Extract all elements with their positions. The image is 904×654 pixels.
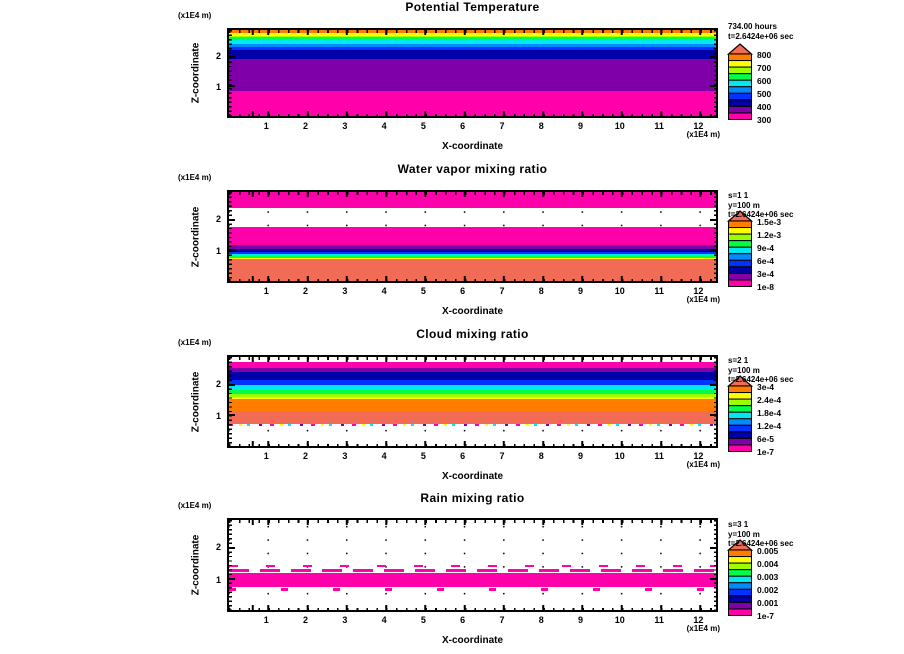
colorbar-step-chartreuse [729,563,752,570]
z-major-tick-left [229,85,235,87]
colorbar-step-navy [729,432,752,439]
x-tick-label: 3 [342,286,348,296]
y-axis-unit-label: (x1E4 m) [178,338,212,347]
colorbar-step-yellow [729,393,752,400]
colorbar-step-navy [729,267,752,274]
x-major-ticks-top [229,192,716,197]
colorbar-step-orange [729,54,752,61]
x-tick-label: 6 [460,451,466,461]
colorbar-step-magenta [729,609,752,616]
colorbar-label: 1.5e-3 [757,216,782,227]
y-tick-label: 1 [215,410,221,421]
colorbar-step-chartreuse [729,399,752,406]
colorbar-step-orange [729,386,752,393]
colorbar-step-purple [729,273,752,280]
colorbar-step-green [729,570,752,577]
y-tick-label: 1 [215,81,221,92]
colorbar-step-lightblue [729,583,752,590]
x-tick-label: 5 [420,121,426,131]
band-navy [229,50,716,59]
colorbar-label: 0.001 [757,597,779,608]
x-tick-label: 6 [460,121,466,131]
x-tick-label: 1 [263,286,269,296]
z-major-tick-right [710,85,716,87]
x-tick-label: 8 [538,286,544,296]
x-tick-label: 8 [538,451,544,461]
x-axis-label: X-coordinate [441,141,504,152]
x-axis-label: X-coordinate [441,471,504,482]
z-minor-ticks-left [229,192,232,281]
x-tick-label: 6 [460,286,466,296]
panel-water-vapor-mixing-ratio [0,162,904,325]
x-tick-label: 11 [654,121,664,131]
colorbar [727,539,753,618]
colorbar-step-yellow [729,61,752,68]
plot-area [227,190,718,283]
z-minor-ticks-right [714,30,717,116]
x-tick-label: 12 [693,121,704,131]
x-tick-label: 4 [381,286,387,296]
colorbar-step-lightblue [729,419,752,426]
panel-cloud-mixing-ratio [0,327,904,490]
colorbar-step-cyan [729,80,752,87]
z-major-tick-left [229,219,235,221]
x-tick-label: 10 [614,615,625,625]
z-minor-ticks-left [229,30,232,116]
colorbar-step-chartreuse [729,234,752,241]
x-tick-label: 5 [420,615,426,625]
colorbar-label: 3e-4 [757,381,775,392]
x-major-ticks-top [229,30,716,35]
colorbar-label: 1e-7 [757,447,775,457]
x-tick-label: 2 [303,451,309,461]
colorbar-step-lightblue [729,254,752,261]
x-tick-label: 8 [538,121,544,131]
colorbar [727,375,753,454]
legend-line: t=2.6424e+06 sec [728,375,794,384]
x-tick-label: 4 [381,451,387,461]
x-tick-label: 11 [654,286,664,296]
x-tick-label: 9 [578,121,584,131]
x-tick-label: 7 [499,121,505,131]
x-tick-label: 10 [614,121,625,131]
legend-line: s=3 1 [728,520,749,529]
colorbar-step-purple [729,602,752,609]
z-major-tick-left [229,249,235,251]
y-axis-label: Z-coordinate [190,42,202,104]
band-navy [229,372,716,379]
z-minor-ticks-right [714,520,717,610]
z-minor-ticks-left [229,520,232,610]
panel-potential-temperature [0,0,904,163]
panel-rain-mixing-ratio [0,491,904,654]
band-magenta-dash-sparser [229,588,716,591]
colorbar-step-green [729,74,752,81]
colorbar-label: 500 [757,88,772,99]
x-axis-unit-label: (x1E4 m) [686,460,720,469]
x-axis-label: X-coordinate [441,306,504,317]
x-tick-label: 4 [381,121,387,131]
z-major-tick-left [229,384,235,386]
colorbar-label: 0.003 [757,571,779,582]
colorbar-label: 2.4e-4 [757,394,782,405]
x-axis-unit-label: (x1E4 m) [686,624,720,633]
colorbar-label: 1e-8 [757,282,775,292]
x-tick-label: 6 [460,615,466,625]
x-major-ticks-bottom [229,605,716,610]
colorbar-step-orange [729,221,752,228]
legend-line: s=1 1 [728,191,749,200]
legend-line: t=2.6424e+06 sec [728,31,794,41]
colorbar-step-chartreuse [729,67,752,74]
colorbar-label: 1.2e-4 [757,420,782,431]
colorbar-label: 9e-4 [757,242,775,253]
band-magenta-dash-sparse [229,565,716,567]
x-axis-unit-label: (x1E4 m) [686,295,720,304]
x-major-ticks-bottom [229,441,716,446]
colorbar-step-magenta [729,445,752,452]
plot-area [227,518,718,612]
x-tick-label: 8 [538,615,544,625]
z-major-tick-right [710,578,716,580]
y-axis-label: Z-coordinate [190,206,202,267]
z-minor-ticks-right [714,192,717,281]
z-major-tick-right [710,219,716,221]
colorbar-step-blue [729,93,752,100]
colorbar-step-blue [729,260,752,267]
band-magenta-dash-medium [229,569,716,571]
y-tick-label: 2 [215,542,221,553]
colorbar-label: 6e-5 [757,433,775,444]
legend-line: y=100 m [728,200,760,210]
legend-line: y=100 m [728,529,760,539]
y-tick-label: 2 [215,213,221,224]
x-tick-label: 1 [263,451,269,461]
colorbar-step-magenta [729,280,752,287]
x-axis-label: X-coordinate [441,635,504,646]
z-major-tick-right [710,249,716,251]
x-tick-label: 12 [693,286,704,296]
y-tick-label: 1 [215,245,221,256]
z-major-tick-left [229,547,235,549]
colorbar-label: 800 [757,49,772,60]
z-major-tick-right [710,547,716,549]
colorbar-label: 0.005 [757,545,779,556]
colorbar-step-lightblue [729,87,752,94]
x-tick-label: 7 [499,451,505,461]
y-axis-unit-label: (x1E4 m) [178,11,212,20]
x-tick-label: 7 [499,286,505,296]
colorbar-overflow-arrow [729,44,752,54]
x-tick-label: 9 [578,286,584,296]
x-tick-label: 2 [303,286,309,296]
band-salmon [229,411,716,425]
x-tick-label: 3 [342,451,348,461]
colorbar-label: 0.004 [757,558,779,569]
colorbar-label: 700 [757,62,772,73]
band-purple [229,59,716,91]
y-axis-label: Z-coordinate [190,534,202,596]
colorbar-step-orange [729,550,752,557]
colorbar-step-yellow [729,228,752,235]
x-tick-label: 9 [578,615,584,625]
colorbar-step-green [729,406,752,413]
x-major-ticks-top [229,520,716,525]
z-major-tick-left [229,414,235,416]
x-tick-label: 3 [342,121,348,131]
x-tick-label: 5 [420,451,426,461]
z-minor-ticks-right [714,357,717,446]
y-tick-label: 2 [215,378,221,389]
colorbar-step-magenta [729,113,752,120]
x-tick-label: 12 [693,451,704,461]
z-minor-ticks-left [229,357,232,446]
colorbar-step-blue [729,589,752,596]
x-major-ticks-bottom [229,111,716,116]
panel-title: Rain mixing ratio [420,491,525,505]
z-major-tick-left [229,56,235,58]
band-magenta-speckle [229,424,716,426]
x-tick-label: 3 [342,615,348,625]
band-magenta [229,573,716,587]
colorbar-step-blue [729,425,752,432]
x-tick-label: 2 [303,121,309,131]
x-tick-label: 9 [578,451,584,461]
legend-line: t=2.6424e+06 sec [728,210,794,219]
panel-title: Potential Temperature [405,0,540,14]
x-tick-label: 12 [693,615,704,625]
colorbar-label: 300 [757,115,772,125]
colorbar-label: 6e-4 [757,255,775,266]
x-tick-label: 1 [263,615,269,625]
y-axis-label: Z-coordinate [190,371,202,432]
legend-line: 734.00 hours [728,22,777,31]
colorbar [727,43,753,122]
x-tick-label: 4 [381,615,387,625]
x-tick-label: 11 [654,451,664,461]
z-major-tick-right [710,414,716,416]
legend-line: s=2 1 [728,356,749,365]
colorbar-label: 1e-7 [757,611,775,621]
x-tick-label: 10 [614,286,625,296]
legend-line: y=100 m [728,365,760,375]
plot-area [227,28,718,118]
x-tick-label: 1 [263,121,269,131]
plot-area [227,355,718,448]
colorbar-step-navy [729,596,752,603]
colorbar [727,210,753,289]
colorbar-label: 3e-4 [757,268,775,279]
colorbar-label: 600 [757,75,772,86]
colorbar-label: 1.2e-3 [757,229,782,240]
y-tick-label: 1 [215,574,221,585]
z-major-tick-left [229,578,235,580]
colorbar-label: 0.002 [757,584,779,595]
y-tick-label: 2 [215,50,221,61]
colorbar-step-purple [729,106,752,113]
colorbar-step-green [729,241,752,248]
band-magenta [229,227,716,245]
x-tick-label: 2 [303,615,309,625]
z-major-tick-right [710,56,716,58]
x-tick-label: 11 [654,615,664,625]
colorbar-step-cyan [729,247,752,254]
y-axis-unit-label: (x1E4 m) [178,501,212,510]
colorbar-label: 400 [757,101,772,112]
legend-line: t=2.6424e+06 sec [728,539,794,548]
colorbar-step-cyan [729,412,752,419]
colorbar-step-purple [729,438,752,445]
colorbar-step-cyan [729,576,752,583]
colorbar-step-navy [729,100,752,107]
panel-title: Cloud mixing ratio [416,327,529,341]
x-major-ticks-top [229,357,716,362]
x-tick-label: 10 [614,451,625,461]
panel-title: Water vapor mixing ratio [397,162,548,176]
x-major-ticks-bottom [229,276,716,281]
colorbar-label: 1.8e-4 [757,407,782,418]
x-tick-label: 5 [420,286,426,296]
x-tick-label: 7 [499,615,505,625]
colorbar-step-yellow [729,557,752,564]
x-axis-unit-label: (x1E4 m) [686,130,720,139]
band-orange [229,399,716,410]
z-major-tick-right [710,384,716,386]
y-axis-unit-label: (x1E4 m) [178,173,212,182]
